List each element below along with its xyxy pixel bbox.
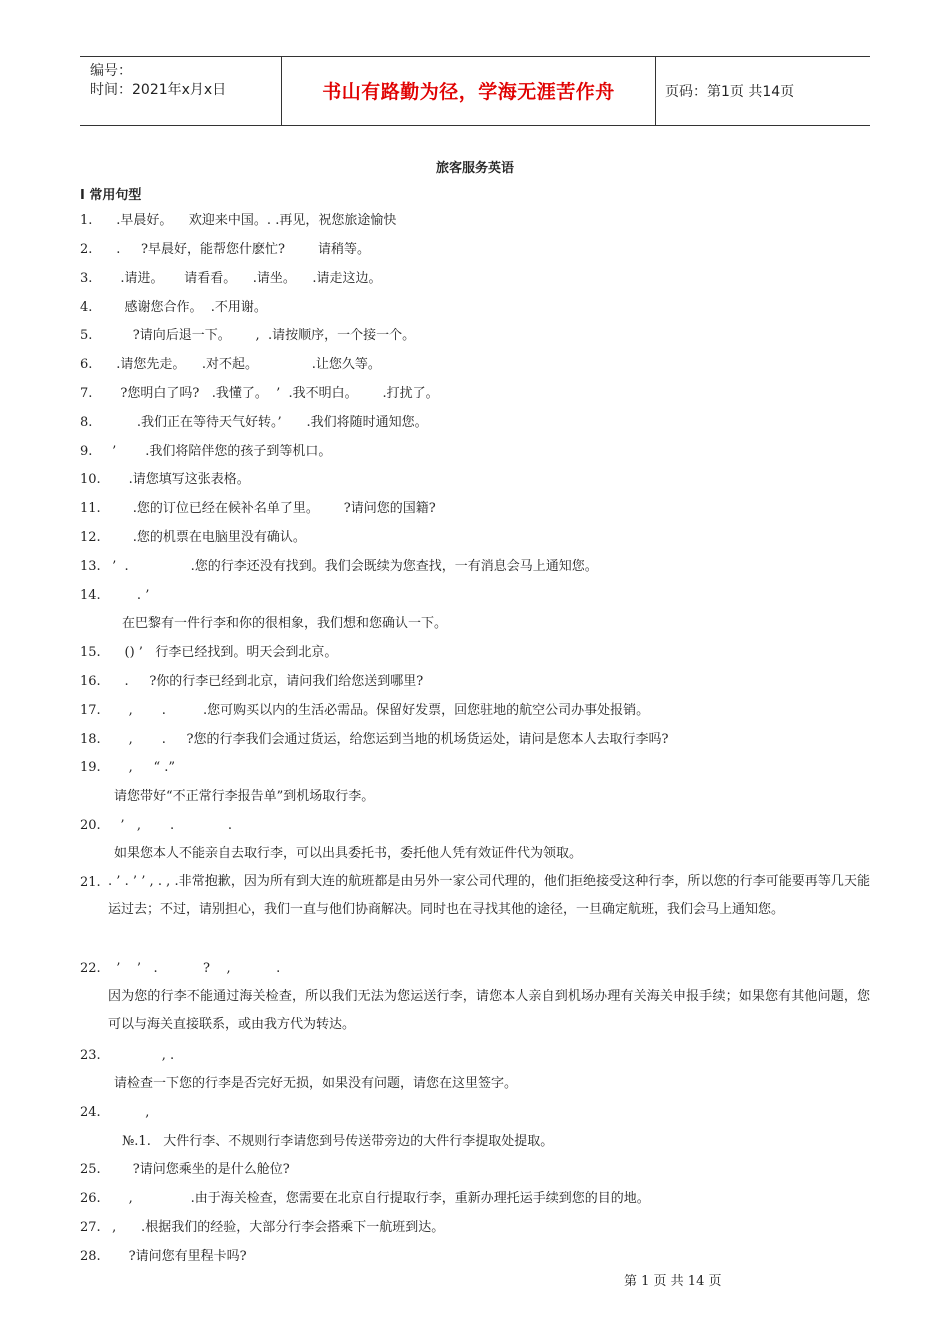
sentence-number: 7. [80, 386, 93, 401]
sentence-text: ’ ’ . ? , . [108, 961, 281, 976]
sentence-text: .请您先走。 .对不起。 .让您久等。 [108, 357, 381, 372]
sentence-text: . ?早晨好，能帮您什麽忙? 请稍等。 [108, 242, 371, 257]
sentence-number: 17. [80, 703, 101, 718]
sentence-number: 2. [80, 242, 93, 257]
sentence-text: . ’ . ’ ’ , . , .非常抱歉，因为所有到大连的航班都是由另外一家公司代理的，他们拒绝接受这种行李，所以您的行李可能要再等几天能运过去；不过，请别担心，我们一直与他们协商解决。同时也在寻找其他的途径，一旦确定航班，我们会马上通知您。 [108, 874, 870, 917]
sentence-number: 18. [80, 732, 101, 747]
header-page-cell [655, 57, 870, 125]
sentence-number: 9. [80, 444, 93, 459]
sentence-text: , . ?您的行李我们会通过货运，给您运到当地的机场货运处，请问是您本人去取行李吗? [108, 732, 669, 747]
sentence-text: . ?你的行李已经到北京，请问我们给您送到哪里? [108, 674, 424, 689]
sentence-number: 3. [80, 271, 93, 286]
sentence-text: 因为您的行李不能通过海关检查，所以我们无法为您运送行李，请您本人亲自到机场办理有关海关申报手续；如果您有其他问题，您可以与海关直接联系，或由我方代为转达。 [108, 989, 870, 1032]
sentence-number: 10. [80, 472, 101, 487]
sentence-text: 如果您本人不能亲自去取行李，可以出具委托书，委托他人凭有效证件代为领取。 [114, 846, 583, 861]
sentence-text: ?请问您有里程卡吗? [108, 1249, 247, 1264]
sentence-text: 在巴黎有一件行李和你的很相象，我们想和您确认一下。 [122, 616, 448, 631]
sentence-text: , .由于海关检查，您需要在北京自行提取行李，重新办理托运手续到您的目的地。 [108, 1191, 650, 1206]
sentence-number: 24. [80, 1105, 101, 1120]
motto-text: 书山有路勤为径，学海无涯苦作舟 [322, 81, 615, 103]
sentence-number: 21. [80, 875, 101, 890]
sentence-number: 26. [80, 1191, 101, 1206]
sentence-text: ?您明白了吗? .我懂了。 ’ .我不明白。 .打扰了。 [108, 386, 439, 401]
sentence-text: ’ .我们将陪伴您的孩子到等机口。 [108, 444, 332, 459]
document-header [80, 56, 870, 126]
sentence-text: ?请向后退一下。 , .请按顺序，一个接一个。 [108, 328, 416, 343]
sentence-text: . ’ [108, 588, 150, 603]
sentence-text: .您的机票在电脑里没有确认。 [108, 530, 306, 545]
sentence-text: , . [108, 1048, 175, 1063]
sentence-number: 27. [80, 1220, 101, 1235]
sentence-text: 请您带好“不正常行李报告单”到机场取行李。 [114, 789, 375, 804]
sentence-number: 19. [80, 760, 101, 775]
sentence-text: 感谢您合作。 .不用谢。 [108, 300, 267, 315]
sentence-text: , “ .” [108, 760, 176, 775]
page-code: 页码：第1页 共14页 [665, 84, 795, 100]
sentence-number: 25. [80, 1162, 101, 1177]
document-title: 旅客服务英语 [435, 161, 514, 176]
sentence-text: ’ , . . [108, 818, 232, 833]
section-heading: Ⅰ 常用句型 [80, 188, 142, 203]
sentence-number: 1. [80, 213, 93, 228]
sentence-number: 28. [80, 1249, 101, 1264]
sentence-text: .早晨好。 欢迎来中国。. .再见，祝您旅途愉快 [108, 213, 397, 228]
sentence-number: 6. [80, 357, 93, 372]
sentence-number: 14. [80, 588, 101, 603]
sentence-number: 13. [80, 559, 101, 574]
sentence-text: .请您填写这张表格。 [108, 472, 250, 487]
header-info-cell [80, 57, 280, 125]
sentence-text: ?请问您乘坐的是什么舱位? [108, 1162, 290, 1177]
number-label: 编号： [90, 63, 132, 79]
sentence-text: , [108, 1105, 150, 1120]
sentence-number: 8. [80, 415, 93, 430]
sentence-text: №.1. 大件行李、不规则行李请您到号传送带旁边的大件行李提取处提取。 [122, 1134, 554, 1149]
header-motto-cell [281, 57, 656, 125]
sentence-text: .您的订位已经在候补名单了里。 ?请问您的国籍? [108, 501, 436, 516]
page-footer: 第 1 页 共 14 页 [624, 1274, 722, 1289]
sentence-number: 16. [80, 674, 101, 689]
sentence-number: 20. [80, 818, 101, 833]
time-label: 时间：2021年x月x日 [90, 82, 227, 98]
sentence-number: 22. [80, 961, 101, 976]
sentence-text: ’ . .您的行李还没有找到。我们会既续为您查找，一有消息会马上通知您。 [108, 559, 598, 574]
sentence-number: 4. [80, 300, 93, 315]
sentence-text: .我们正在等待天气好转。’ .我们将随时通知您。 [108, 415, 428, 430]
sentence-number: 12. [80, 530, 101, 545]
sentence-number: 5. [80, 328, 93, 343]
sentence-text: , .根据我们的经验，大部分行李会搭乘下一航班到达。 [108, 1220, 445, 1235]
sentence-text: .请进。 请看看。 .请坐。 .请走这边。 [108, 271, 382, 286]
sentence-number: 23. [80, 1048, 101, 1063]
sentence-text: () ’ 行李已经找到。明天会到北京。 [108, 645, 338, 660]
sentence-text: , . .您可购买以内的生活必需品。保留好发票，回您驻地的航空公司办事处报销。 [108, 703, 650, 718]
sentence-text: 请检查一下您的行李是否完好无损，如果没有问题，请您在这里签字。 [114, 1076, 518, 1091]
sentence-number: 15. [80, 645, 101, 660]
sentence-number: 11. [80, 501, 101, 516]
